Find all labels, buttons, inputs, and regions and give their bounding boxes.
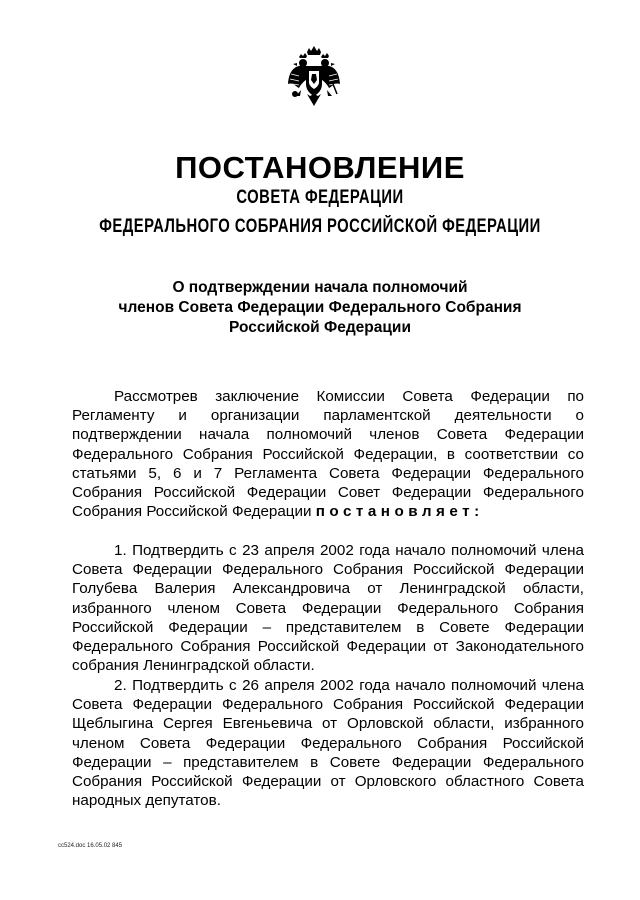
subject-line1: О подтверждении начала полномочий bbox=[172, 279, 468, 296]
russian-coat-of-arms-icon bbox=[285, 44, 343, 110]
preamble-paragraph bbox=[72, 387, 584, 521]
document-reference: сс524.doc 16.05.02 845 bbox=[58, 843, 123, 849]
issuing-body-line1: СОВЕТА ФЕДЕРАЦИИ bbox=[236, 187, 404, 208]
subject-line2: членов Совета Федерации Федерального Собрания bbox=[118, 299, 522, 316]
resolves-word: постановляет: bbox=[315, 503, 484, 521]
document-subject bbox=[60, 278, 580, 338]
issuing-body-line2: ФЕДЕРАЛЬНОГО СОБРАНИЯ РОССИЙСКОЙ ФЕДЕРАЦИИ bbox=[99, 216, 541, 237]
resolution-item-1: 1. Подтвердить с 23 апреля 2002 года начало полномочий члена Совета Федерации Федерального Собрания Российской Федерации Голубева Валерия Александровича от Ленинградской области, избранного членом Совета Федерации Федерального Собрания Российской Федерации – представителем в Совете Федерации Федерального Собрания Российской Федерации от Законодательного собрания Ленинградской области. bbox=[72, 542, 584, 675]
document-title: ПОСТАНОВЛЕНИЕ bbox=[175, 150, 465, 185]
subject-line3: Российской Федерации bbox=[229, 319, 411, 336]
preamble-text: Рассмотрев заключение Комиссии Совета Федерации по Регламенту и организации парламентской деятельности о подтверждении начала полномочий членов Совета Федерации Федерального Собрания Российской Федерации, в соответствии со статьями 5, 6 и 7 Регламента Совета Федерации Федерального Собрания Российской Федерации Совет Федерации Федерального Собрания Российской Федерации bbox=[72, 388, 584, 521]
resolution-item-2: 2. Подтвердить с 26 апреля 2002 года начало полномочий члена Совета Федерации Федерального Собрания Российской Федерации Щеблыгина Сергея Евгеньевича от Орловской области, избранного членом Совета Федерации Федерального Собрания Российской Федерации – представителем в Совете Федерации Федерального Собрания Российской Федерации от Орловского областного Совета народных депутатов. bbox=[72, 677, 584, 810]
